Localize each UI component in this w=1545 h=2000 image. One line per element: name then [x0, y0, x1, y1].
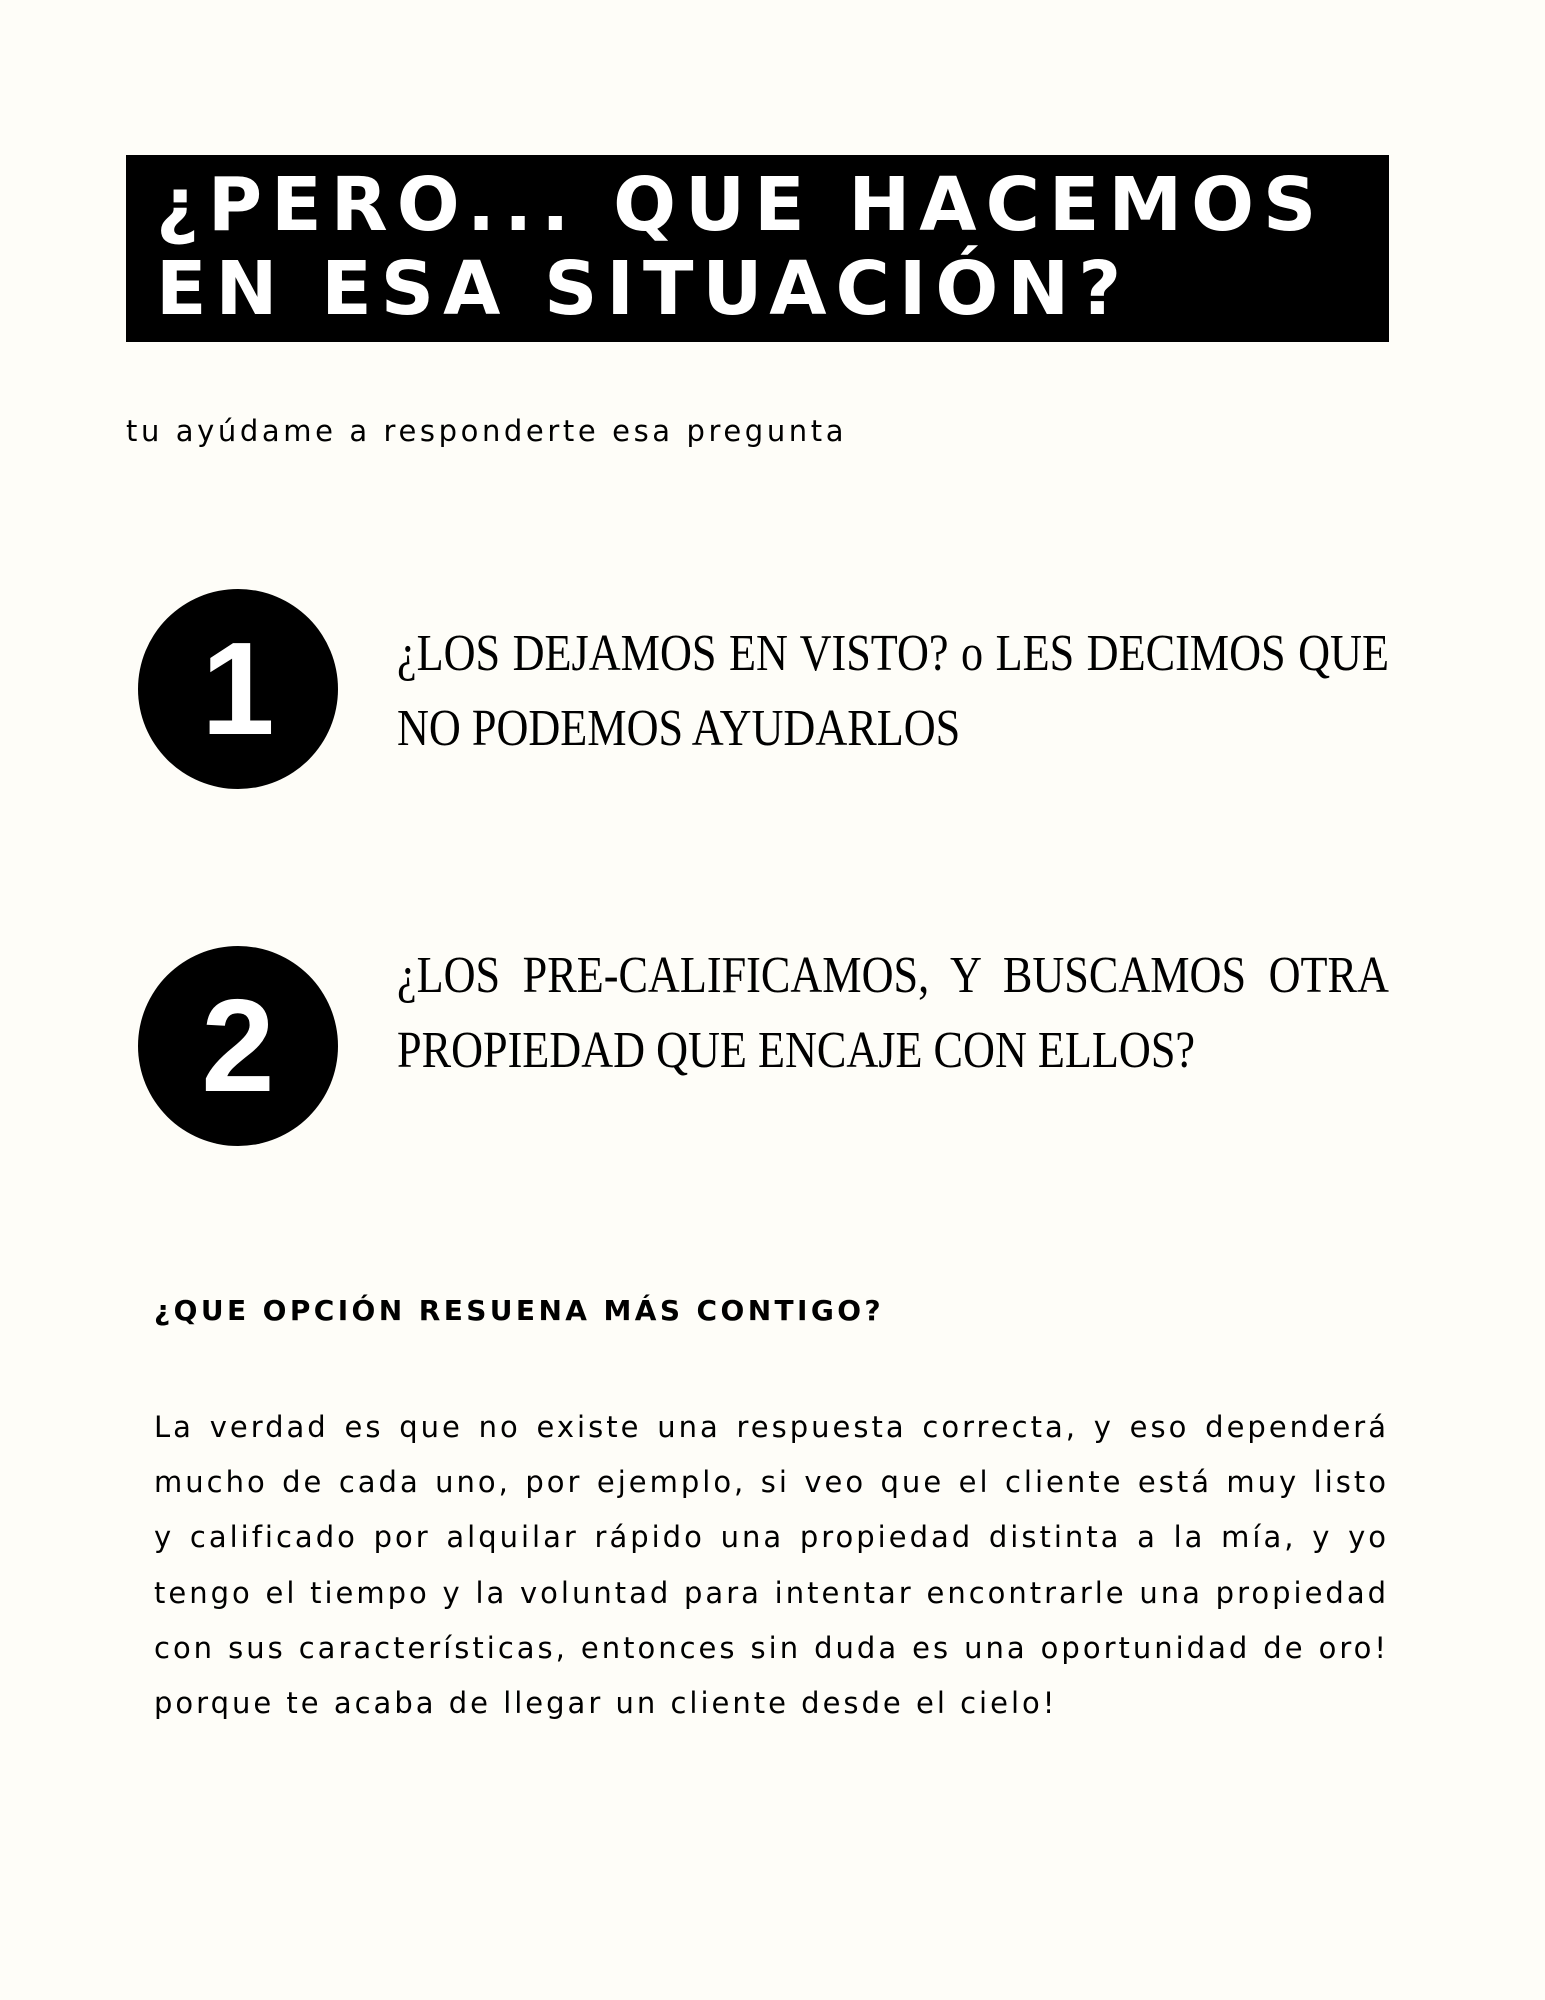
title-line-1: ¿PERO... QUE HACEMOS — [156, 162, 1326, 248]
number-badge-1: 1 — [138, 589, 338, 789]
title-line-2: EN ESA SITUACIÓN? — [156, 246, 1131, 332]
body-paragraph: La verdad es que no existe una respuesta correcta, y eso dependerá mucho de cada uno, por ejemplo, si veo que el cliente está muy listo y calificado por alquilar rápido una propiedad distinta a la mía, y yo tengo el tiempo y la voluntad para intentar encontrarle una propiedad con sus características, entonces sin duda es una oportunidad de oro! porque te acaba de llegar un cliente desde el cielo! — [154, 1410, 1389, 1721]
number-badge-2: 2 — [138, 946, 338, 1146]
title-banner — [126, 155, 1389, 342]
question-heading: ¿QUE OPCIÓN RESUENA MÁS CONTIGO? — [154, 1294, 885, 1327]
option-text-1: ¿LOS DEJAMOS EN VISTO? o LES DECIMOS QUE NO PODEMOS AYUDARLOS — [397, 625, 1389, 757]
subtitle: tu ayúdame a responderte esa pregunta — [126, 414, 848, 448]
option-text-2: ¿LOS PRE-CALIFICAMOS, Y BUSCAMOS OTRA PROPIEDAD QUE ENCAJE CON ELLOS? — [397, 947, 1389, 1079]
